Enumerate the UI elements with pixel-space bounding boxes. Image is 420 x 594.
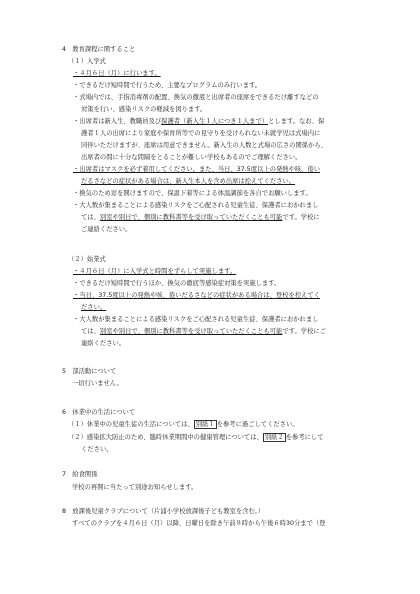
opening-bullet-3: ・当日、37.5度以上の発熱や咳、倦いだるさなどの症状がある場合は、登校を控えてく (73, 292, 321, 299)
section-4-heading: 4 教育課程に関すること (62, 46, 136, 53)
attachment-2-label: 別紙２ (264, 434, 284, 441)
entrance-bullet-7: ・大人数が集まることによる感染リスクをご心配される児童生徒、保護者におかれまし (73, 202, 319, 209)
life-item-2-post: を参考にして (285, 434, 324, 441)
entrance-bullet-4 (73, 117, 324, 126)
entrance-bullet-4-line-3: 同伴いただけますが、座席は用意できません。新入生の人数と式場の広さの関係から、 (81, 142, 327, 149)
life-item-2-pre: （２）感染拡大防止のため、臨時休業期間中の健康管理については、 (68, 434, 263, 441)
section-5-heading: 5 部活動について (62, 368, 117, 375)
opening-bullet-4-pre: ては、 (81, 328, 100, 335)
section-7-body: 学校の再開に当たって別途お知らせします。 (72, 484, 198, 491)
section-6-heading: 6 休業中の生活について (62, 409, 136, 416)
entrance-bullet-5-cont: だるさなどの症状がある場合は、新入生本人を含め出席は控えてください。 (81, 178, 296, 185)
opening-bullet-3-cont: ださい。 (81, 304, 107, 311)
entrance-bullet-2: ・できるだけ短時間で行うため、主要なプログラムのみ行います。 (73, 82, 262, 89)
entrance-bullet-3-cont: 対策を行い、感染リスクの軽減を図ります。 (81, 106, 207, 113)
entrance-bullet-7-line-2 (81, 213, 320, 222)
entrance-bullet-4-pre: ・出席者は新入生、教職員及び (73, 118, 162, 125)
section-7-heading: 7 給食関係 (62, 471, 98, 478)
entrance-bullet-1: ・４月６日（月）に行います。 (73, 70, 161, 77)
separate-pickup-text: 別室や別日で、個別に教科書等を受け取っていただくことも可能 (99, 214, 283, 221)
life-item-1-post: を参考に過ごしてください。 (216, 421, 299, 428)
guardian-limit-text: 保護者（新入生１人につき１人まで） (161, 118, 269, 125)
section-5-body: 一切行いません。 (72, 380, 123, 387)
opening-bullet-4-post: です。学校にご (282, 328, 326, 335)
life-item-2-cont: ください。 (81, 446, 113, 453)
opening-bullet-4-line-2 (81, 327, 326, 336)
entrance-bullet-5: ・出席者はマスクを必ず着用してください。また、当日、37.5度以上の発熱や咳、倦い (73, 166, 321, 173)
opening-ceremony-title: （２）始業式 (68, 256, 106, 263)
opening-bullet-1: ・４月６日（月）に入学式と時間をずらして実施します。 (73, 268, 237, 275)
entrance-bullet-3: ・式場内では、手指消毒剤の配置、換気の徹底と出席者の座席をできるだけ離すなどの (73, 94, 319, 101)
life-item-1 (68, 420, 299, 429)
entrance-bullet-6: ・換気のため窓を開けますので、保温下着等による体温調節を各自でお願いします。 (73, 190, 312, 197)
section-8-heading: 8 放課後児童クラブについて（片浦小学校放課後子ども教室を含む。） (62, 508, 265, 515)
opening-bullet-4-line-3: 連絡ください。 (81, 340, 126, 347)
entrance-bullet-7-pre: ては、 (81, 214, 100, 221)
entrance-bullet-4-line-2: 護者１人の出席により家庭や保育所等での見守りを受けられない未就学児は式場内に (81, 130, 321, 137)
life-item-2 (68, 433, 324, 442)
life-item-1-pre: （１）休業中の児童生徒の生活については、 (68, 421, 194, 428)
opening-bullet-2: ・できるだけ短時間で行うほか、換気の徹底等感染症対策を実施します。 (73, 280, 281, 287)
opening-separate-pickup-text: 別室や別日で、個別に教科書等を受け取っていただくことも可能 (99, 328, 283, 335)
attachment-1-label: 別紙１ (195, 421, 215, 428)
entrance-bullet-7-line-3: ご連絡ください。 (81, 226, 132, 233)
entrance-bullet-7-post: です。学校に (282, 214, 320, 221)
section-8-body: すべてのクラブを４月６日（月）以降、日曜日を除き午前８時から午後６時30分まで（登 (72, 520, 326, 527)
entrance-bullet-4-post: とします。なお、保 (268, 118, 325, 125)
entrance-bullet-4-line-4: 出席者の間に十分な間隔をとることが難しい学校もあるのでご理解ください。 (81, 154, 302, 161)
entrance-ceremony-title: （１）入学式 (68, 58, 106, 65)
opening-bullet-4: ・大人数が集まることによる感染リスクをご心配される児童生徒、保護者におかれまし (73, 316, 319, 323)
